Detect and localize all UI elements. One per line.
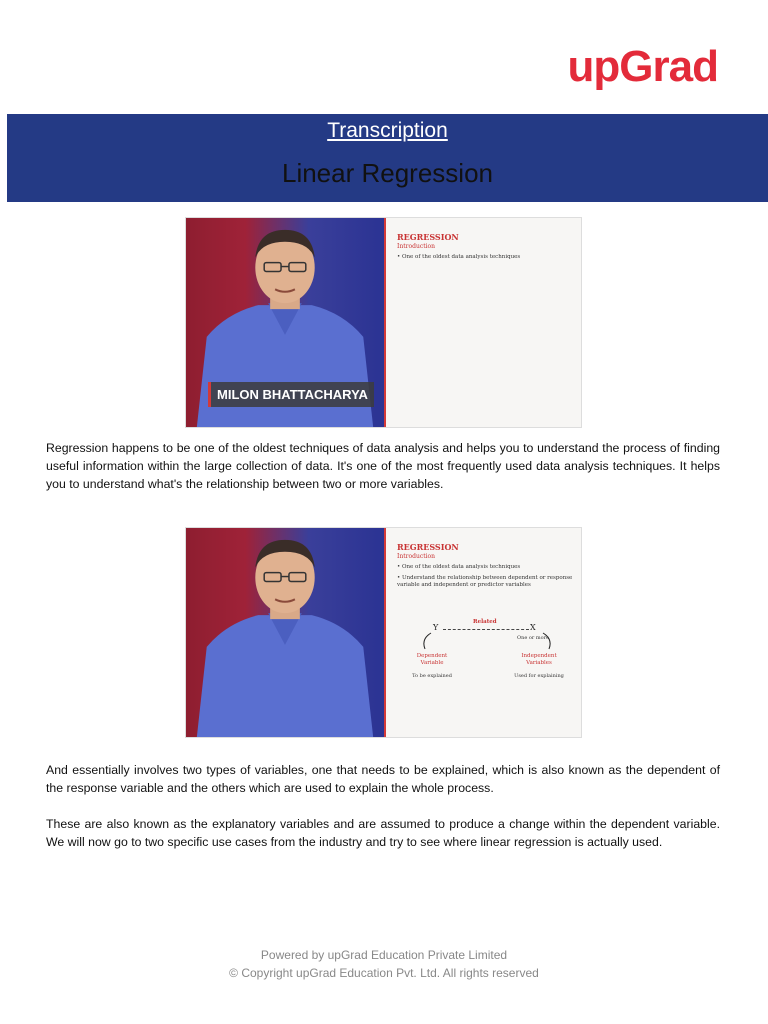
slide-bullet: • Understand the relationship between dependent or response variable and independent or predictor variables bbox=[397, 575, 573, 588]
slide-bullet: • One of the oldest data analysis techniques bbox=[397, 254, 521, 260]
page-title: Linear Regression bbox=[281, 158, 493, 188]
slide-subtitle: Introduction bbox=[397, 243, 435, 250]
speaker-name-tag: MILON BHATTACHARYA bbox=[208, 382, 374, 407]
diagram-independent-label: Independent Variables bbox=[521, 653, 557, 666]
diagram-x-label: X bbox=[530, 623, 536, 632]
video-frame-1 bbox=[185, 217, 582, 428]
diagram-independent-note: Used for explaining bbox=[514, 673, 564, 679]
slide-bullet-text: One of the oldest data analysis techniques bbox=[402, 254, 521, 260]
video-frame-2 bbox=[185, 527, 582, 738]
diagram-related-label: Related bbox=[473, 619, 497, 625]
diagram-x-note: One or more bbox=[517, 635, 549, 641]
slide-title: REGRESSION bbox=[397, 232, 459, 242]
paragraph-1: Regression happens to be one of the oldest techniques of data analysis and helps you to understand the process of finding useful information within the large collection of data. It's one of the most frequently used data analysis techniques. It helps you to understand what's the relationship between two or more variables. bbox=[46, 441, 720, 491]
slide-title: REGRESSION bbox=[397, 542, 459, 552]
title-banner bbox=[7, 114, 768, 202]
diagram-dependent-note: To be explained bbox=[412, 673, 452, 679]
slide-divider bbox=[384, 528, 386, 737]
regression-diagram bbox=[397, 619, 577, 703]
section-label: Transcription bbox=[327, 119, 448, 142]
slide-bullet: • One of the oldest data analysis techniques bbox=[397, 564, 521, 570]
diagram-y-label: Y bbox=[433, 623, 439, 632]
upgrad-logo: upGrad bbox=[567, 42, 718, 91]
footer-copyright: © Copyright upGrad Education Pvt. Ltd. All rights reserved bbox=[229, 966, 539, 980]
slide-content bbox=[397, 542, 577, 589]
slide-subtitle: Introduction bbox=[397, 553, 435, 560]
slide-content bbox=[397, 232, 577, 261]
slide-bullet-text: One of the oldest data analysis techniques bbox=[402, 564, 521, 570]
slide-divider bbox=[384, 218, 386, 427]
slide-bullet-text: Understand the relationship between dependent or response variable and independent or predictor variables bbox=[397, 575, 573, 588]
diagram-dependent-label: Dependent Variable bbox=[416, 653, 448, 666]
footer-powered: Powered by upGrad Education Private Limited bbox=[260, 948, 508, 962]
paragraph-2: And essentially involves two types of variables, one that needs to be explained, which is also known as the dependent of the response variable and the others which are used to explain the whole process. bbox=[46, 763, 720, 795]
paragraph-3: These are also known as the explanatory variables and are assumed to produce a change within the dependent variable. We will now go to two specific use cases from the industry and try to see where linear regression is actually used. bbox=[46, 817, 720, 849]
speaker-image bbox=[186, 528, 384, 737]
